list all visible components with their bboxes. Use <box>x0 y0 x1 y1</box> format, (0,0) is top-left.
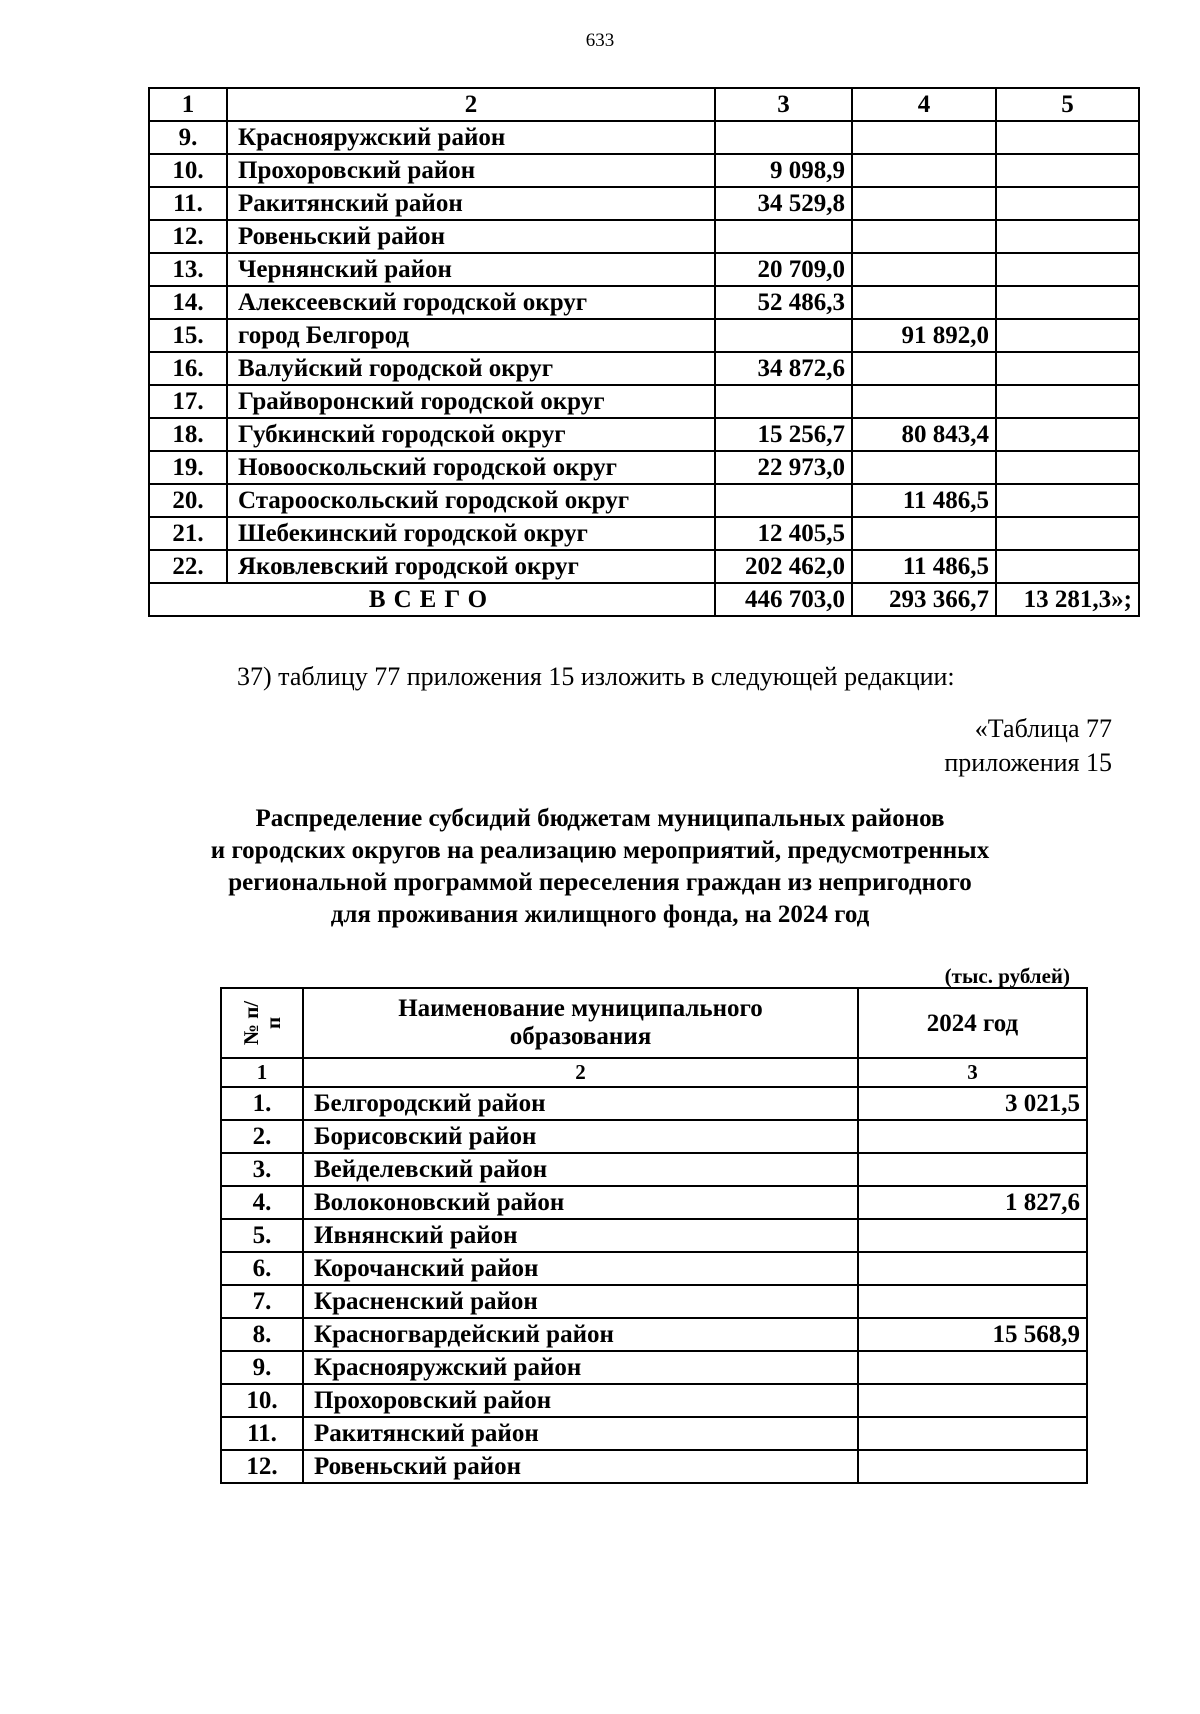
value-cell: 12 405,5 <box>715 517 852 550</box>
value-cell <box>852 451 996 484</box>
caption-line: «Таблица 77 <box>974 714 1112 743</box>
value-cell: 3 021,5 <box>858 1087 1087 1120</box>
row-number: 17. <box>149 385 227 418</box>
value-cell <box>996 319 1139 352</box>
row-number: 21. <box>149 517 227 550</box>
row-number: 4. <box>221 1186 303 1219</box>
value-cell <box>996 385 1139 418</box>
row-number: 22. <box>149 550 227 583</box>
municipality-name: Ракитянский район <box>227 187 715 220</box>
value-cell <box>996 187 1139 220</box>
municipality-name: Ивнянский район <box>303 1219 858 1252</box>
row-number: 9. <box>221 1351 303 1384</box>
municipality-name: Борисовский район <box>303 1120 858 1153</box>
row-number: 10. <box>221 1384 303 1417</box>
table-row <box>221 1219 1087 1252</box>
municipality-name: Ровеньский район <box>227 220 715 253</box>
name-header-line: образования <box>509 1023 652 1050</box>
municipality-name: Краснояружский район <box>303 1351 858 1384</box>
subsidy-distribution-table <box>220 987 1088 1484</box>
title-line: региональной программой переселения граждан из непригодного <box>228 869 972 896</box>
value-cell: 34 872,6 <box>715 352 852 385</box>
year-header-cell: 2024 год <box>858 988 1087 1058</box>
row-number: 13. <box>149 253 227 286</box>
municipality-name: Алексеевский городской округ <box>227 286 715 319</box>
value-cell <box>858 1285 1087 1318</box>
municipality-name: Прохоровский район <box>303 1384 858 1417</box>
row-number: 11. <box>221 1417 303 1450</box>
value-cell <box>996 220 1139 253</box>
municipality-name: Чернянский район <box>227 253 715 286</box>
value-cell: 202 462,0 <box>715 550 852 583</box>
value-cell <box>996 154 1139 187</box>
total-value: 446 703,0 <box>715 583 852 616</box>
value-cell: 91 892,0 <box>852 319 996 352</box>
table-row <box>221 1318 1087 1351</box>
column-number: 4 <box>852 88 996 121</box>
continued-distribution-table <box>148 87 1140 617</box>
value-cell <box>996 352 1139 385</box>
municipality-name: Красногвардейский район <box>303 1318 858 1351</box>
value-cell: 80 843,4 <box>852 418 996 451</box>
row-number: 16. <box>149 352 227 385</box>
name-header-cell <box>303 988 858 1058</box>
value-cell: 20 709,0 <box>715 253 852 286</box>
value-cell <box>858 1252 1087 1285</box>
table-row <box>149 286 1139 319</box>
value-cell <box>852 154 996 187</box>
row-number: 12. <box>221 1450 303 1483</box>
table-row <box>221 1120 1087 1153</box>
table-row <box>221 1450 1087 1483</box>
row-number: 11. <box>149 187 227 220</box>
table-row <box>149 187 1139 220</box>
value-cell <box>996 121 1139 154</box>
title-line: и городских округов на реализацию мероприятий, предусмотренных <box>210 837 990 864</box>
row-number: 3. <box>221 1153 303 1186</box>
value-cell <box>858 1120 1087 1153</box>
row-number: 1. <box>221 1087 303 1120</box>
table-row <box>149 220 1139 253</box>
row-number: 2. <box>221 1120 303 1153</box>
municipality-name: Грайворонский городской округ <box>227 385 715 418</box>
row-number: 7. <box>221 1285 303 1318</box>
table-row <box>221 1384 1087 1417</box>
table-row <box>221 1417 1087 1450</box>
row-number: 18. <box>149 418 227 451</box>
total-label: ВСЕГО <box>149 583 715 616</box>
row-number: 14. <box>149 286 227 319</box>
value-cell <box>996 451 1139 484</box>
row-number: 10. <box>149 154 227 187</box>
table-header-row <box>221 988 1087 1058</box>
value-cell <box>996 253 1139 286</box>
value-cell: 52 486,3 <box>715 286 852 319</box>
value-cell <box>852 286 996 319</box>
value-cell <box>852 121 996 154</box>
table-row <box>149 154 1139 187</box>
value-cell <box>996 517 1139 550</box>
row-number: 20. <box>149 484 227 517</box>
municipality-name: Губкинский городской округ <box>227 418 715 451</box>
table-row <box>149 385 1139 418</box>
value-cell <box>715 484 852 517</box>
value-cell <box>858 1417 1087 1450</box>
value-cell <box>858 1219 1087 1252</box>
table-header-row <box>149 88 1139 121</box>
value-cell <box>715 319 852 352</box>
table-row <box>221 1186 1087 1219</box>
value-cell <box>996 418 1139 451</box>
table-caption <box>944 712 1112 780</box>
name-header-line: Наименование муниципального <box>398 995 763 1022</box>
municipality-name: Шебекинский городской округ <box>227 517 715 550</box>
caption-line: приложения 15 <box>944 748 1112 777</box>
page-number: 633 <box>585 30 615 51</box>
number-header-line: № п/ <box>239 1000 263 1046</box>
title-line: Распределение субсидий бюджетам муниципальных районов <box>255 805 945 832</box>
table-row <box>149 418 1139 451</box>
value-cell <box>715 220 852 253</box>
number-header-line: п <box>261 1016 285 1030</box>
table-row <box>149 352 1139 385</box>
number-header-cell <box>221 988 303 1058</box>
table-row <box>221 1285 1087 1318</box>
municipality-name: Краснояружский район <box>227 121 715 154</box>
table-row <box>221 1087 1087 1120</box>
table-row <box>221 1252 1087 1285</box>
column-number: 3 <box>858 1058 1087 1087</box>
column-number: 3 <box>715 88 852 121</box>
value-cell: 15 568,9 <box>858 1318 1087 1351</box>
municipality-name: Валуйский городской округ <box>227 352 715 385</box>
municipality-name: Ракитянский район <box>303 1417 858 1450</box>
table-row <box>149 121 1139 154</box>
municipality-name: Красненский район <box>303 1285 858 1318</box>
document-title <box>0 803 1200 931</box>
value-cell <box>715 121 852 154</box>
value-cell <box>715 385 852 418</box>
municipality-name: Ровеньский район <box>303 1450 858 1483</box>
municipality-name: Новооскольский городской округ <box>227 451 715 484</box>
value-cell <box>858 1153 1087 1186</box>
value-cell <box>852 253 996 286</box>
value-cell <box>858 1384 1087 1417</box>
value-cell <box>852 517 996 550</box>
value-cell: 1 827,6 <box>858 1186 1087 1219</box>
municipality-name: город Белгород <box>227 319 715 352</box>
value-cell <box>996 484 1139 517</box>
table-row <box>221 1351 1087 1384</box>
value-cell: 15 256,7 <box>715 418 852 451</box>
value-cell: 34 529,8 <box>715 187 852 220</box>
row-number: 8. <box>221 1318 303 1351</box>
table-row <box>149 319 1139 352</box>
municipality-name: Вейделевский район <box>303 1153 858 1186</box>
column-number: 2 <box>303 1058 858 1087</box>
value-cell: 11 486,5 <box>852 550 996 583</box>
table-row <box>221 1153 1087 1186</box>
municipality-name: Волоконовский район <box>303 1186 858 1219</box>
row-number: 6. <box>221 1252 303 1285</box>
column-number: 2 <box>227 88 715 121</box>
row-number: 12. <box>149 220 227 253</box>
municipality-name: Корочанский район <box>303 1252 858 1285</box>
total-value: 13 281,3»; <box>996 583 1139 616</box>
municipality-name: Белгородский район <box>303 1087 858 1120</box>
table-row <box>149 484 1139 517</box>
table-row <box>149 451 1139 484</box>
row-number: 15. <box>149 319 227 352</box>
municipality-name: Яковлевский городской округ <box>227 550 715 583</box>
municipality-name: Старооскольский городской округ <box>227 484 715 517</box>
row-number: 9. <box>149 121 227 154</box>
row-number: 5. <box>221 1219 303 1252</box>
value-cell: 22 973,0 <box>715 451 852 484</box>
value-cell <box>996 286 1139 319</box>
value-cell: 9 098,9 <box>715 154 852 187</box>
title-line: для проживания жилищного фонда, на 2024 год <box>330 901 870 928</box>
table-row <box>149 550 1139 583</box>
amendment-instruction: 37) таблицу 77 приложения 15 изложить в следующей редакции: <box>237 662 955 691</box>
column-number-row <box>221 1058 1087 1087</box>
column-number: 1 <box>149 88 227 121</box>
value-cell <box>858 1450 1087 1483</box>
value-cell <box>996 550 1139 583</box>
column-number: 1 <box>221 1058 303 1087</box>
value-cell <box>852 352 996 385</box>
value-cell <box>852 187 996 220</box>
column-number: 5 <box>996 88 1139 121</box>
table-row <box>149 253 1139 286</box>
value-cell <box>852 220 996 253</box>
value-cell <box>858 1351 1087 1384</box>
row-number: 19. <box>149 451 227 484</box>
units-label: (тыс. рублей) <box>944 964 1070 988</box>
municipality-name: Прохоровский район <box>227 154 715 187</box>
table-row <box>149 517 1139 550</box>
value-cell: 11 486,5 <box>852 484 996 517</box>
value-cell <box>852 385 996 418</box>
total-row <box>149 583 1139 616</box>
total-value: 293 366,7 <box>852 583 996 616</box>
